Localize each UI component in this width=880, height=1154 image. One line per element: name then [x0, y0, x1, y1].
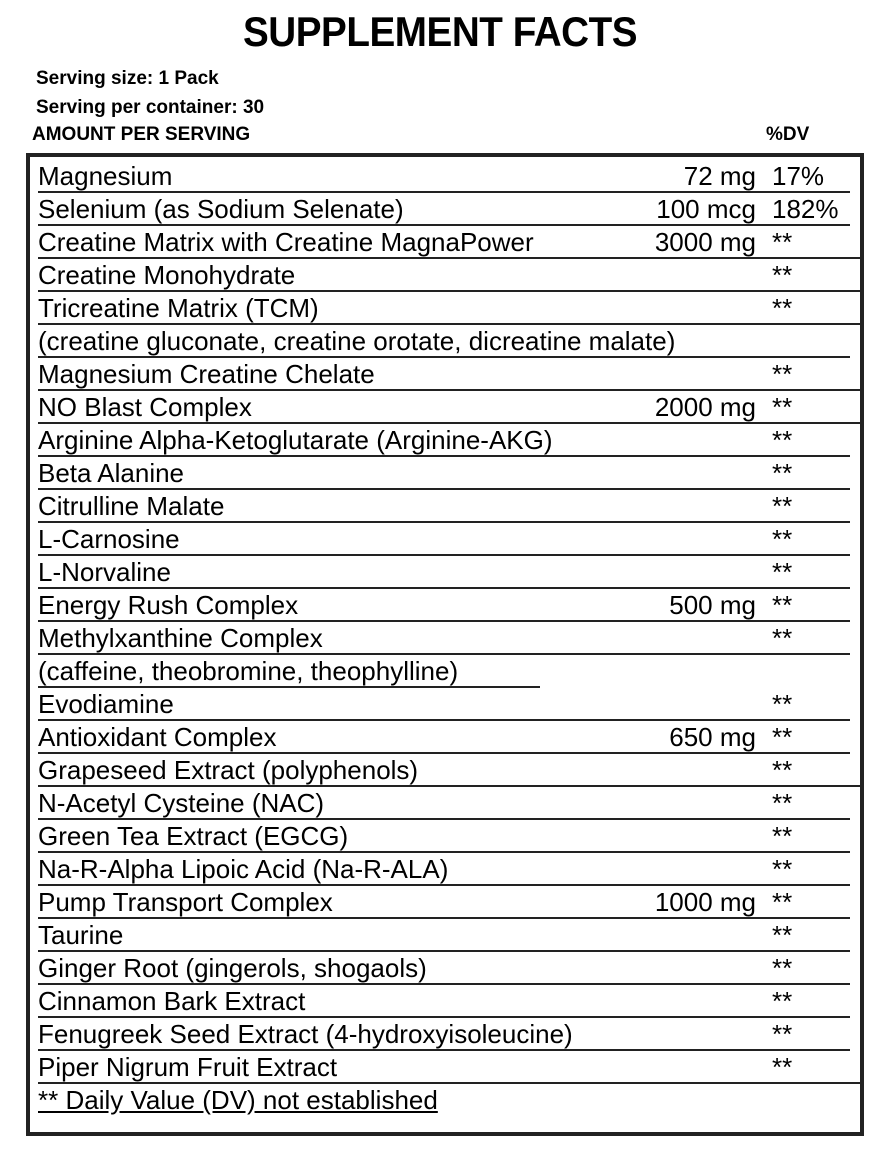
table-row	[38, 985, 868, 1018]
table-row	[38, 457, 868, 490]
ingredient-dv: **	[772, 953, 793, 983]
ingredient-name: Grapeseed Extract (polyphenols)	[38, 755, 419, 785]
ingredient-dv: **	[772, 1019, 793, 1049]
ingredient-name: Green Tea Extract (EGCG)	[38, 821, 349, 851]
ingredient-name: Antioxidant Complex	[38, 722, 277, 752]
ingredient-name: Selenium (as Sodium Selenate)	[38, 194, 404, 224]
ingredient-name: NO Blast Complex	[38, 392, 252, 422]
ingredient-name: Citrulline Malate	[38, 491, 225, 521]
ingredient-dv: **	[772, 524, 793, 554]
ingredient-dv: **	[772, 590, 793, 620]
ingredient-dv: **	[772, 1052, 793, 1082]
table-row	[38, 292, 868, 325]
ingredient-dv: **	[772, 392, 793, 422]
ingredient-dv: **	[772, 623, 793, 653]
ingredient-dv: **	[772, 821, 793, 851]
ingredient-name: Taurine	[38, 920, 124, 950]
table-row	[38, 952, 868, 985]
ingredient-dv: **	[772, 227, 793, 257]
table-row	[38, 424, 868, 457]
ingredient-dv: **	[772, 887, 793, 917]
ingredient-dv: **	[772, 293, 793, 323]
table-row	[38, 754, 868, 787]
serving-size: Serving size: 1 Pack	[36, 68, 219, 89]
ingredient-name: Creatine Matrix with Creatine MagnaPower	[38, 227, 534, 257]
footnote: ** Daily Value (DV) not established	[38, 1085, 438, 1115]
ingredient-dv: **	[772, 425, 793, 455]
table-row	[38, 688, 868, 721]
label-title: SUPPLEMENT FACTS	[242, 8, 638, 55]
ingredient-dv: 182%	[772, 194, 839, 224]
ingredient-amount: 3000 mg	[654, 227, 756, 257]
ingredient-dv: **	[772, 689, 793, 719]
ingredient-dv: **	[772, 755, 793, 785]
ingredient-dv: **	[772, 854, 793, 884]
ingredient-name: Ginger Root (gingerols, shogaols)	[38, 953, 427, 983]
ingredient-name: L-Norvaline	[38, 557, 171, 587]
table-row	[38, 820, 868, 853]
table-row	[38, 1018, 868, 1051]
ingredient-name: Methylxanthine Complex	[38, 623, 323, 653]
ingredient-name: Pump Transport Complex	[38, 887, 333, 917]
amount-header: AMOUNT PER SERVING	[32, 124, 251, 145]
ingredient-dv: **	[772, 359, 793, 389]
ingredient-dv: **	[772, 788, 793, 818]
table-row	[38, 325, 868, 358]
ingredient-dv: **	[772, 458, 793, 488]
table-row	[38, 1051, 868, 1084]
ingredient-dv: **	[772, 920, 793, 950]
ingredient-name: L-Carnosine	[38, 524, 180, 554]
ingredient-dv: **	[772, 491, 793, 521]
ingredient-name: Evodiamine	[38, 689, 174, 719]
ingredient-name: (creatine gluconate, creatine orotate, dicreatine malate)	[38, 326, 676, 356]
ingredient-amount: 100 mcg	[656, 194, 756, 224]
ingredient-dv: 17%	[772, 161, 825, 191]
table-row	[38, 490, 868, 523]
ingredient-name: Cinnamon Bark Extract	[38, 986, 306, 1016]
ingredient-name: N-Acetyl Cysteine (NAC)	[38, 788, 325, 818]
ingredient-name: Magnesium	[38, 161, 173, 191]
ingredient-name: Beta Alanine	[38, 458, 185, 488]
dv-header: %DV	[766, 124, 810, 145]
ingredient-amount: 500 mg	[669, 590, 756, 620]
ingredient-name: Arginine Alpha-Ketoglutarate (Arginine-AKG)	[38, 425, 553, 455]
ingredient-name: Fenugreek Seed Extract (4-hydroxyisoleucine)	[38, 1019, 573, 1049]
table-row	[38, 358, 868, 391]
ingredient-name: Tricreatine Matrix (TCM)	[38, 293, 319, 323]
ingredient-amount: 1000 mg	[654, 887, 756, 917]
ingredient-amount: 650 mg	[669, 722, 756, 752]
table-row	[38, 919, 868, 952]
facts-table	[26, 153, 864, 1136]
table-row	[38, 622, 868, 655]
table-row	[38, 655, 868, 688]
ingredient-amount: 72 mg	[683, 161, 756, 191]
ingredient-dv: **	[772, 986, 793, 1016]
ingredient-dv: **	[772, 722, 793, 752]
ingredient-dv: **	[772, 260, 793, 290]
ingredient-amount: 2000 mg	[654, 392, 756, 422]
ingredient-name: Energy Rush Complex	[38, 590, 299, 620]
table-row	[38, 853, 868, 886]
ingredient-name: Piper Nigrum Fruit Extract	[38, 1052, 338, 1082]
ingredient-dv: **	[772, 557, 793, 587]
ingredient-name: Magnesium Creatine Chelate	[38, 359, 375, 389]
table-row	[38, 523, 868, 556]
table-row	[38, 787, 868, 820]
ingredient-name: Na-R-Alpha Lipoic Acid (Na-R-ALA)	[38, 854, 449, 884]
servings-per-container: Serving per container: 30	[36, 97, 265, 118]
table-row	[38, 556, 868, 589]
table-row	[38, 259, 868, 292]
ingredient-name: (caffeine, theobromine, theophylline)	[38, 656, 459, 686]
ingredient-name: Creatine Monohydrate	[38, 260, 296, 290]
